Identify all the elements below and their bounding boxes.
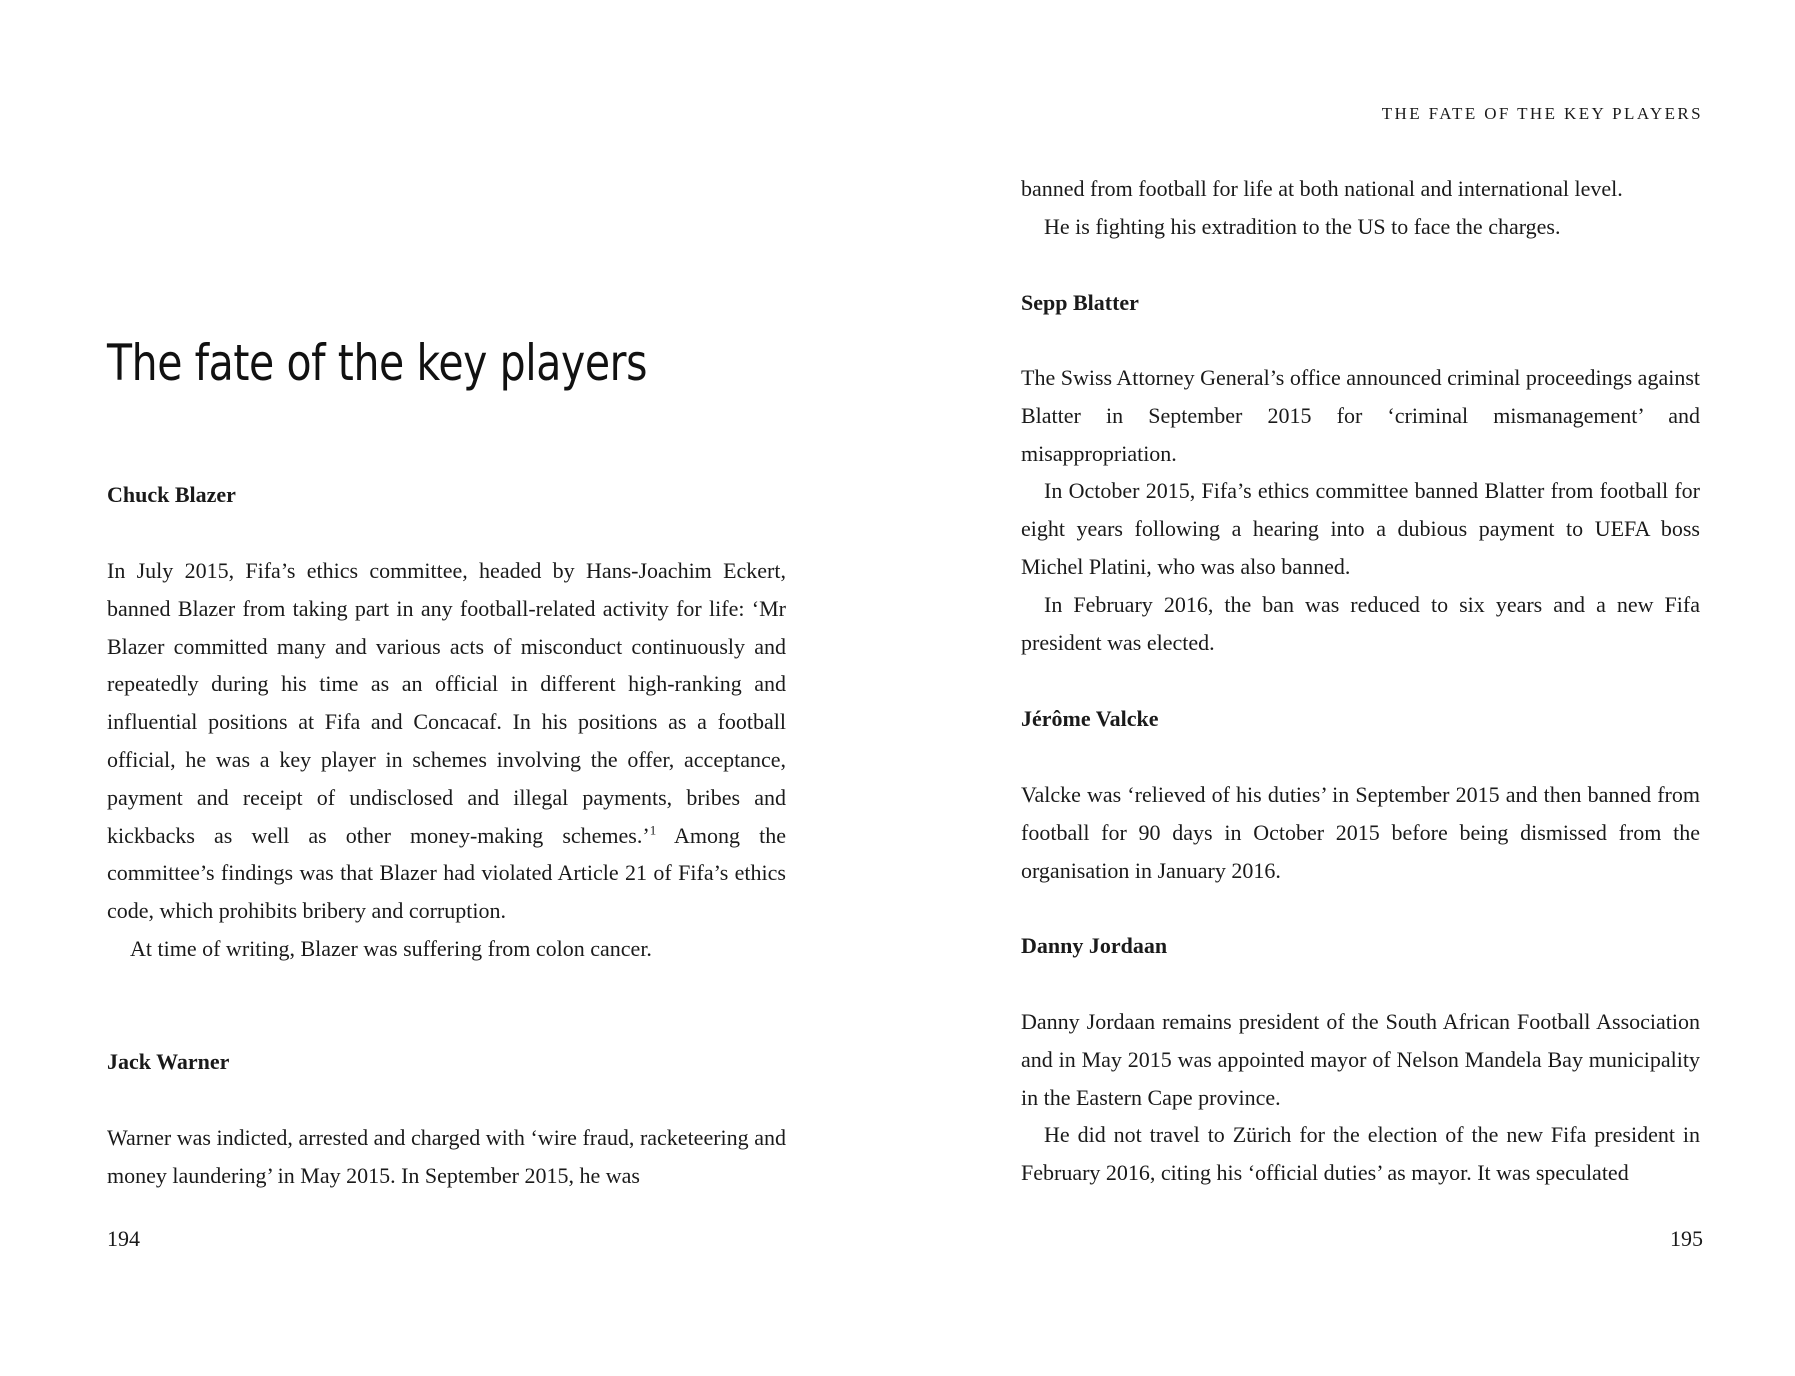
section-sepp-blatter: [1021, 284, 1700, 322]
footnote-reference: 1: [649, 822, 657, 838]
page-number: 194: [107, 1226, 140, 1251]
right-page: [897, 0, 1795, 1376]
body-paragraph: [107, 552, 786, 930]
section-heading: Sepp Blatter: [1021, 290, 1139, 315]
body-paragraph: Danny Jordaan remains president of the South African Football Association and in May 2015 was appointed mayor of Nelson Mandela Bay municipality in the Eastern Cape province.: [1021, 1009, 1700, 1110]
section-body: [107, 552, 786, 968]
paragraph-text: Among the committee’s findings was that Blazer had violated Article 21 of Fifa’s ethics code, which prohibits bribery and corruption.: [107, 822, 786, 924]
body-paragraph: In October 2015, Fifa’s ethics committee banned Blatter from football for eight years following a hearing into a dubious payment to UEFA boss Michel Platini, who was also banned.: [1021, 478, 1700, 579]
body-paragraph: He did not travel to Zürich for the election of the new Fifa president in February 2016, citing his ‘official duties’ as mayor. It was speculated: [1021, 1122, 1700, 1186]
section-heading: Chuck Blazer: [107, 482, 236, 507]
section-heading: Jack Warner: [107, 1049, 230, 1074]
body-paragraph: In February 2016, the ban was reduced to six years and a new Fifa president was elected.: [1021, 591, 1700, 655]
body-paragraph: Warner was indicted, arrested and charged with ‘wire fraud, racketeering and money laundering’ in May 2015. In September 2015, he was: [107, 1125, 786, 1188]
running-head: THE FATE OF THE KEY PLAYERS: [1381, 104, 1703, 123]
left-page: [0, 0, 897, 1376]
section-heading: Danny Jordaan: [1021, 933, 1168, 958]
body-paragraph: At time of writing, Blazer was suffering from colon cancer.: [130, 935, 652, 961]
section-danny-jordaan: [1021, 927, 1700, 965]
body-paragraph: The Swiss Attorney General’s office announced criminal proceedings against Blatter in September 2015 for ‘criminal mismanagement’ and misappropriation.: [1021, 365, 1700, 466]
body-paragraph: Valcke was ‘relieved of his duties’ in September 2015 and then banned from football for 90 days in October 2015 before being dismissed from the organisation in January 2016.: [1021, 782, 1700, 883]
paragraph-text: In July 2015, Fifa’s ethics committee, headed by Hans-Joachim Eckert, banned Blazer from taking part in any football-related activity for life: ‘Mr Blazer committed many and various acts of misconduct continuously and repeatedly during his time as an official in different high-ranking and influential positions at Fifa and Concacaf. In his positions as a football official, he was a key player in schemes involving the offer, acceptance, payment and receipt of undisclosed and illegal payments, bribes and kickbacks as well as other money-making schemes.’: [107, 558, 786, 848]
section-body: [107, 1119, 786, 1195]
body-paragraph: banned from football for life at both national and international level.: [1021, 176, 1623, 201]
section-chuck-blazer: [107, 476, 786, 514]
section-body: [1021, 1003, 1700, 1192]
section-body: [1021, 359, 1700, 661]
section-heading: Jérôme Valcke: [1021, 706, 1159, 731]
page-number: 195: [1670, 1226, 1703, 1251]
chapter-title: The fate of the key players: [107, 334, 648, 392]
section-body: [1021, 170, 1700, 246]
section-jerome-valcke: [1021, 700, 1700, 738]
section-jack-warner: [107, 1043, 786, 1081]
body-paragraph: He is fighting his extradition to the US to face the charges.: [1044, 213, 1561, 239]
section-body: [1021, 776, 1700, 889]
